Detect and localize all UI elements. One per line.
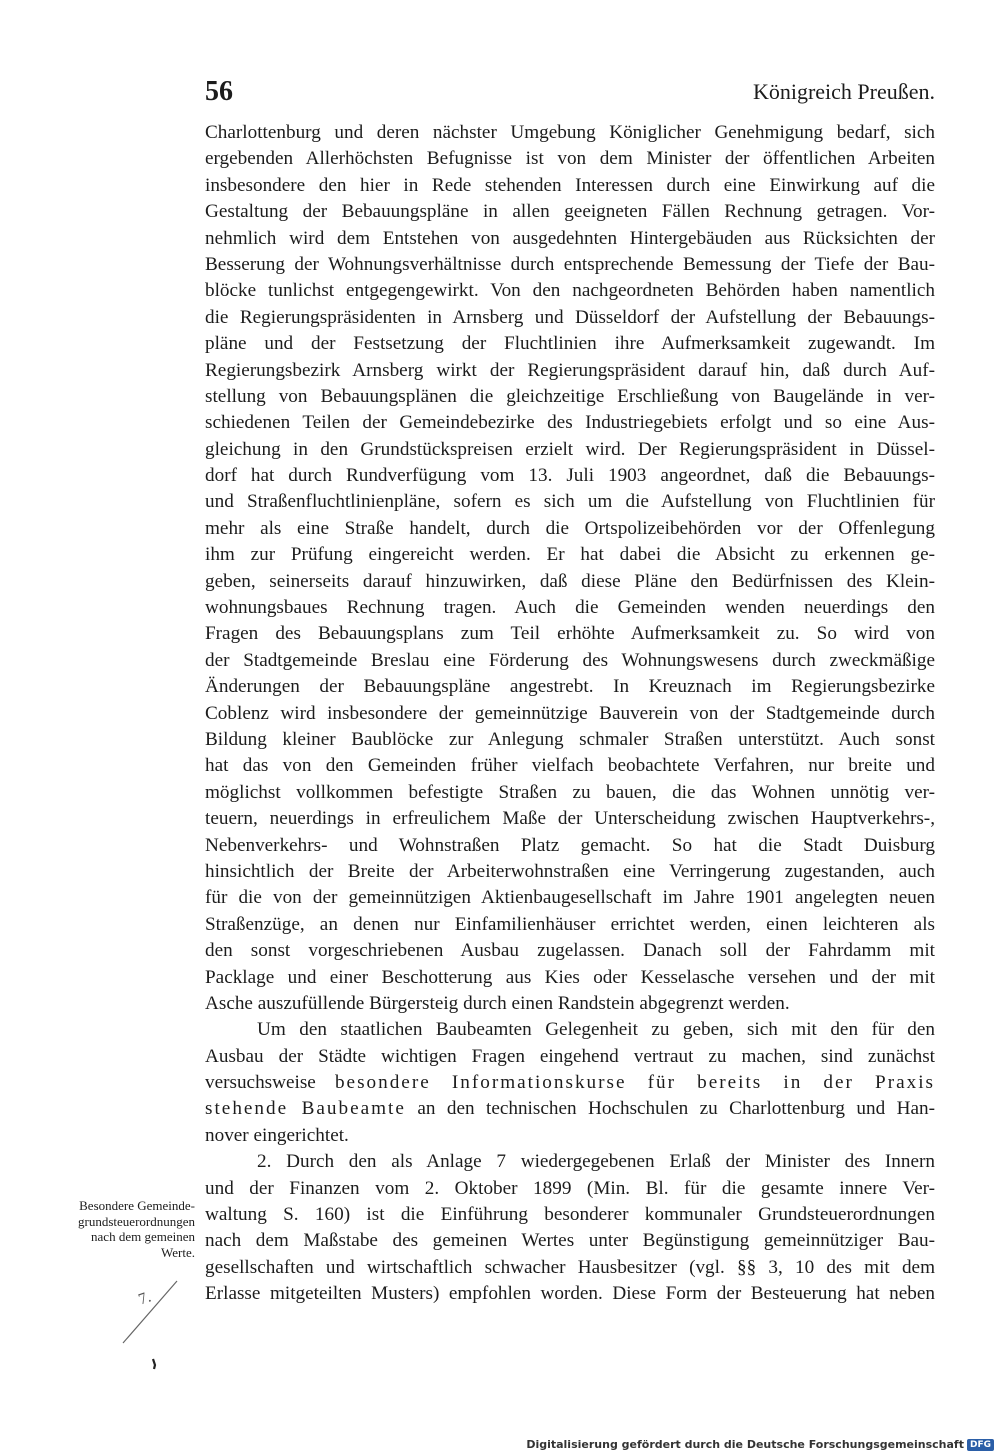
text-line: dorf hat durch Rundverfügung vom 13. Juli 1903 angeordnet, daß die Bebauungs- xyxy=(205,465,935,487)
text-line: schiedenen Teilen der Gemeindebezirke des Industriegebiets erfolgt und so eine Aus- xyxy=(205,412,935,434)
text-line: ergebenden Allerhöchsten Befugnisse ist von dem Minister der öffentlichen Arbeiten xyxy=(205,148,935,170)
text-line: stellung von Bebauungsplänen die gleichzeitige Erschließung von Baugelände in ver- xyxy=(205,385,935,407)
emphasized-text: besondere Informationskurse für bereits in der Praxis xyxy=(334,1072,935,1094)
text-line: waltung S. 160) ist die Einführung besonderer kommunaler Grundsteuerordnungen xyxy=(205,1204,935,1226)
text-line: und Straßenfluchtlinienpläne, sofern es sich um die Aufstellung von Fluchtlinien für xyxy=(205,491,935,513)
text-line: Charlottenburg und deren nächster Umgebung Königlicher Genehmigung bedarf, sich xyxy=(205,122,935,143)
text-line: gleichung in den Grundstückspreisen erzielt wird. Der Regierungspräsident in Düssel- xyxy=(205,438,935,460)
text-line: Fragen des Bebauungsplans zum Teil erhöhte Aufmerksamkeit zu. So wird von xyxy=(205,623,935,645)
text-line xyxy=(205,1070,935,1096)
page-number: 56 xyxy=(205,76,233,107)
text-line: blöcke tunlichst entgegengewirkt. Von den nachgeordneten Behörden haben namentlich xyxy=(205,280,935,302)
running-head: Königreich Preußen. xyxy=(752,79,935,104)
text-line: möglichst vollkommen befestigte Straßen zu bauen, die das Wohnen unnötig ver- xyxy=(205,781,935,803)
marginal-line: Besondere Gemeinde- xyxy=(79,1198,195,1213)
text-line: Gestaltung der Bebauungspläne in allen geeigneten Fällen Rechnung getragen. Vor- xyxy=(205,201,935,223)
text-line: teuern, neuerdings in erfreulichem Maße der Unterscheidung zwischen Hauptverkehrs-, xyxy=(205,808,935,830)
handwritten-annotation xyxy=(115,1275,200,1375)
page-header xyxy=(205,76,935,108)
text-line: gesellschaften und wirtschaftlich schwacher Hausbesitzer (vgl. §§ 3, 10 des mit dem xyxy=(205,1256,935,1278)
text-line: Ausbau der Städte wichtigen Fragen eingehend vertraut zu machen, sind zunächst xyxy=(205,1045,935,1067)
text-line: Packlage und einer Beschotterung aus Kies oder Kesselasche versehen und der mit xyxy=(205,966,935,988)
text-line: hat das von den Gemeinden früher vielfach beobachtete Verfahren, nur breite und xyxy=(205,755,935,777)
text-line: Regierungsbezirk Arnsberg wirkt der Regierungspräsident darauf hin, daß durch Auf- xyxy=(205,359,935,381)
annotation-text: 7. xyxy=(136,1288,154,1309)
body-text xyxy=(205,120,935,1308)
text-line xyxy=(205,1096,935,1122)
text-line: wohnungsbaues Rechnung tragen. Auch die Gemeinden wenden neuerdings den xyxy=(205,597,935,619)
marginal-line: Werte. xyxy=(161,1244,195,1260)
dfg-logo: DFG xyxy=(967,1439,994,1451)
text-line: Straßenzüge, an denen nur Einfamilienhäuser errichtet werden, einen leichteren als xyxy=(205,913,935,935)
paragraph-3 xyxy=(205,1149,935,1307)
text-line: Um den staatlichen Baubeamten Gelegenheit zu geben, sich mit den für den xyxy=(257,1019,935,1041)
text-line: Änderungen der Bebauungspläne angestrebt. In Kreuznach im Regierungsbezirke xyxy=(205,676,935,698)
text-line: Besserung der Wohnungsverhältnisse durch entsprechende Bemessung der Tiefe der Bau- xyxy=(205,253,935,275)
marginal-line: grundsteuerordnungen xyxy=(78,1213,195,1229)
text-line: 2. Durch den als Anlage 7 wiedergegebenen Erlaß der Minister des Innern xyxy=(257,1151,935,1173)
text-span: an den technischen Hochschulen zu Charlottenburg und Han- xyxy=(405,1098,935,1120)
text-line: geben, seinerseits darauf hinzuwirken, daß diese Pläne den Bedürfnissen des Klein- xyxy=(205,570,935,592)
text-line: Coblenz wird insbesondere der gemeinnützige Bauverein von der Stadtgemeinde durch xyxy=(205,702,935,724)
text-span: versuchsweise xyxy=(205,1072,335,1094)
text-line: nach dem Maßstabe des gemeinen Wertes unter Begünstigung gemeinnütziger Bau- xyxy=(205,1230,935,1252)
credit-text: Digitalisierung gefördert durch die Deutsche Forschungsgemeinschaft xyxy=(526,1438,964,1451)
text-line: hinsichtlich der Breite der Arbeiterwohnstraßen eine Verringerung zugestanden, auch xyxy=(205,860,935,882)
text-line: den sonst vorgeschriebenen Ausbau zugelassen. Danach soll der Fahrdamm mit xyxy=(205,940,935,962)
footer-credit xyxy=(526,1438,994,1451)
text-line: Bildung kleiner Baublöcke zur Anlegung schmaler Straßen unterstützt. Auch sonst xyxy=(205,728,935,750)
text-line: für die von der gemeinnützigen Aktienbaugesellschaft im Jahre 1901 angelegten neuen xyxy=(205,887,935,909)
text-line: pläne und der Festsetzung der Fluchtlinien ihre Aufmerksamkeit zugewandt. Im xyxy=(205,333,935,355)
text-line: insbesondere den hier in Rede stehenden Interessen durch eine Einwirkung auf die xyxy=(205,174,935,196)
annotation-mark xyxy=(153,1359,155,1369)
text-line: nover eingerichtet. xyxy=(205,1124,349,1146)
text-line: Asche auszufüllende Bürgersteig durch einen Randstein abgegrenzt werden. xyxy=(205,992,790,1014)
text-line: der Stadtgemeinde Breslau eine Förderung des Wohnungswesens durch zweckmäßige xyxy=(205,649,935,671)
text-line: mehr als eine Straße handelt, durch die Ortspolizeibehörden vor der Offenlegung xyxy=(205,517,935,539)
text-line: die Regierungspräsidenten in Arnsberg und Düsseldorf der Aufstellung der Bebauungs- xyxy=(205,306,935,328)
marginal-line: nach dem gemeinen xyxy=(91,1229,195,1244)
marginal-note xyxy=(55,1198,195,1260)
annotation-stroke xyxy=(123,1281,177,1343)
text-line: Erlasse mitgeteilten Musters) empfohlen worden. Diese Form der Besteuerung hat neben xyxy=(205,1283,935,1305)
paragraph-2 xyxy=(205,1017,935,1149)
text-line: nehmlich wird dem Entstehen von ausgedehnten Hintergebäuden aus Rücksichten der xyxy=(205,227,935,249)
emphasized-text: stehende Baubeamte xyxy=(205,1098,406,1120)
paragraph-1 xyxy=(205,120,935,1017)
text-line: Nebenverkehrs- und Wohnstraßen Platz gemacht. So hat die Stadt Duisburg xyxy=(205,834,935,856)
text-line: ihm zur Prüfung eingereicht werden. Er hat dabei die Absicht zu erkennen ge- xyxy=(205,544,935,566)
text-line: und der Finanzen vom 2. Oktober 1899 (Min. Bl. für die gesamte innere Ver- xyxy=(205,1177,935,1199)
